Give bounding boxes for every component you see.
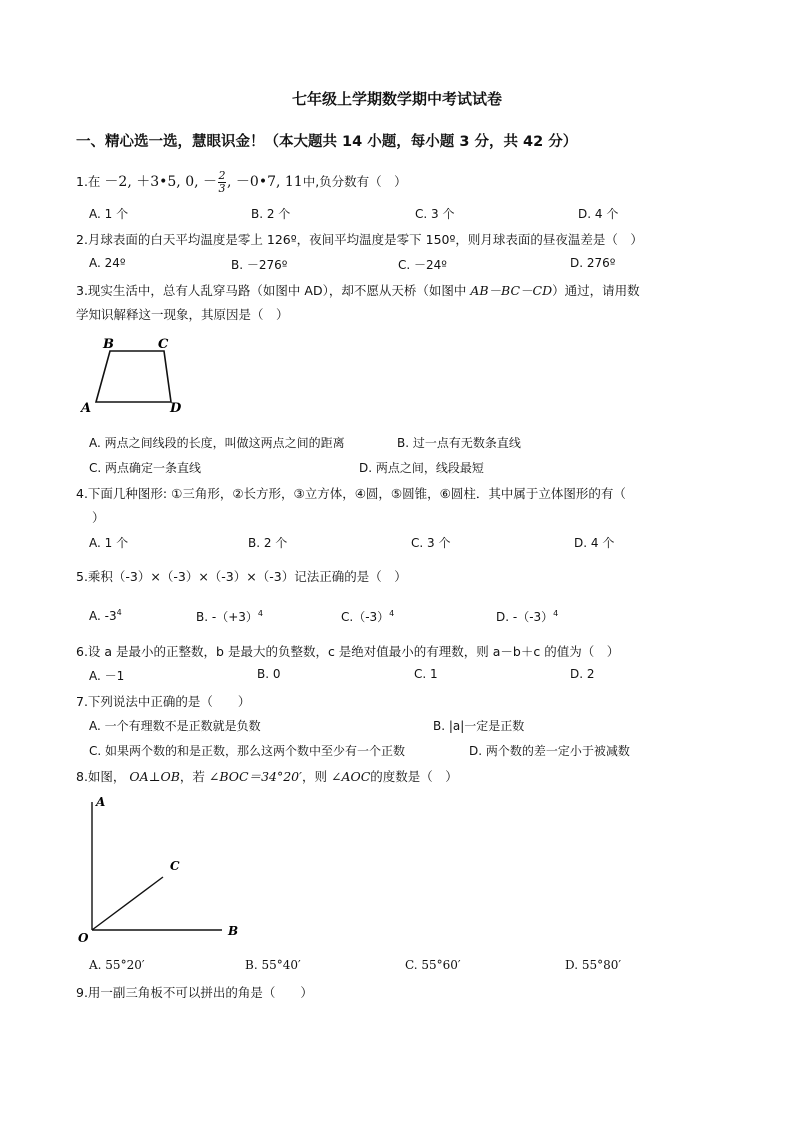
q8-option-d[interactable] — [565, 958, 621, 972]
q8-suffix: 的度数是（ ） — [370, 769, 458, 784]
q8-option-c-text: C. 55°60′ — [405, 958, 461, 972]
q2-option-a[interactable]: A. 24º — [89, 256, 126, 270]
q6-option-d[interactable]: D. 2 — [570, 667, 595, 681]
q8-perpendicular: OA⊥OB — [129, 769, 180, 784]
label-o: O — [78, 931, 89, 945]
question-8 — [76, 767, 458, 785]
ray-oc — [92, 877, 163, 930]
q4-option-b[interactable]: B. 2 个 — [248, 536, 288, 550]
label-b: B — [103, 337, 114, 352]
q1-frac-den: 3 — [218, 182, 226, 195]
section-heading: 一、精心选一选，慧眼识金！（本大题共 14 小题，每小题 3 分，共 42 分） — [76, 134, 578, 150]
q1-expr-a: －2, ＋3•5, 0, － — [104, 174, 218, 190]
q8-option-a[interactable] — [89, 958, 145, 972]
q8-option-d-text: D. 55°80′ — [565, 958, 622, 972]
question-3-line-2: 学知识解释这一现象，其原因是（ ） — [76, 307, 289, 322]
question-3-line-1 — [76, 281, 640, 299]
q3-option-d[interactable]: D. 两点之间，线段最短 — [359, 461, 484, 475]
q1-option-c[interactable]: C. 3 个 — [415, 207, 455, 221]
label-d: D — [170, 401, 182, 416]
q3-path-math: AB－BC－CD — [470, 283, 553, 298]
q1-option-a[interactable]: A. 1 个 — [89, 207, 129, 221]
q2-option-b[interactable]: B. －276º — [231, 258, 288, 272]
q7-option-a[interactable]: A. 一个有理数不是正数就是负数 — [89, 719, 261, 733]
q8-mid: ，若 — [179, 769, 209, 784]
q1-fraction — [218, 170, 226, 195]
q1-expr-b: , －0•7, 11 — [227, 174, 303, 190]
q3-option-b[interactable]: B. 过一点有无数条直线 — [397, 436, 521, 450]
question-7: 7.下列说法中正确的是（ ） — [76, 694, 251, 709]
q5-option-c[interactable] — [341, 608, 394, 625]
q1-frac-num: 2 — [218, 169, 226, 182]
q7-option-d[interactable]: D. 两个数的差一定小于被减数 — [469, 744, 630, 758]
label-a: A — [81, 401, 92, 416]
q5-c-exp: 4 — [389, 609, 395, 618]
q7-option-c[interactable]: C. 如果两个数的和是正数，那么这两个数中至少有一个正数 — [89, 744, 406, 758]
question-2: 2.月球表面的白天平均温度是零上 126º，夜间平均温度是零下 150º，则月球表面的昼夜温差是（ ） — [76, 232, 643, 247]
q8-angle-figure — [76, 790, 256, 950]
trapezoid-shape — [96, 351, 171, 402]
q5-option-a[interactable] — [89, 608, 122, 623]
q1-prefix: 1.在 — [76, 174, 101, 189]
label-b: B — [228, 924, 239, 938]
q8-angle-boc: ∠BOC＝34°20′ — [208, 769, 302, 784]
q8-option-b[interactable] — [245, 958, 301, 972]
q3-trapezoid-figure — [76, 332, 196, 420]
q8-option-c[interactable] — [405, 958, 461, 972]
q1-option-b[interactable]: B. 2 个 — [251, 207, 291, 221]
q5-d-exp: 4 — [553, 609, 559, 618]
q2-option-d[interactable]: D. 276º — [570, 256, 616, 270]
q8-option-b-text: B. 55°40′ — [245, 958, 301, 972]
q4-option-a[interactable]: A. 1 个 — [89, 536, 129, 550]
q5-b-exp: 4 — [257, 609, 263, 618]
q8-option-a-text: A. 55°20′ — [89, 958, 145, 972]
question-4-line-2: ） — [92, 510, 105, 525]
question-9: 9.用一副三角板不可以拼出的角是（ ） — [76, 985, 313, 1000]
q3-option-a[interactable]: A. 两点之间线段的长度，叫做这两点之间的距离 — [89, 436, 345, 450]
q8-prefix: 8.如图， — [76, 769, 126, 784]
q6-option-c[interactable]: C. 1 — [414, 667, 438, 681]
q3-line1-text-a: 3.现实生活中，总有人乱穿马路（如图中 AD），却不愿从天桥（如图中 — [76, 283, 471, 298]
q3-option-c[interactable]: C. 两点确定一条直线 — [89, 461, 202, 475]
q5-option-b[interactable] — [196, 608, 263, 625]
q4-option-d[interactable]: D. 4 个 — [574, 536, 615, 550]
q5-option-d[interactable] — [496, 608, 558, 625]
q7-option-b[interactable]: B. |a|一定是正数 — [433, 719, 525, 733]
question-4-line-1: 4.下面几种图形: ①三角形，②长方形，③立方体，④圆，⑤圆锥，⑥圆柱．其中属于立体图形的有（ — [76, 486, 626, 501]
q5-c-base: C.（-3） — [341, 610, 390, 624]
q1-option-d[interactable]: D. 4 个 — [578, 207, 619, 221]
label-a: A — [96, 795, 106, 809]
q6-option-a[interactable]: A. －1 — [89, 669, 125, 683]
q8-angle-aoc: ∠AOC — [330, 769, 371, 784]
q5-d-base: D. -（-3） — [496, 610, 554, 624]
q2-option-c[interactable]: C. －24º — [398, 258, 447, 272]
label-c: C — [158, 337, 169, 352]
q4-option-c[interactable]: C. 3 个 — [411, 536, 451, 550]
question-5: 5.乘积（-3）×（-3）×（-3）×（-3）记法正确的是（ ） — [76, 569, 407, 584]
q3-line1-text-b: ）通过，请用数 — [552, 283, 640, 298]
page-title: 七年级上学期数学期中考试试卷 — [291, 90, 502, 108]
q8-mid2: ，则 — [301, 769, 331, 784]
q5-a-exp: 4 — [116, 608, 122, 617]
q5-b-base: B. -（+3） — [196, 610, 258, 624]
question-6: 6.设 a 是最小的正整数，b 是最大的负整数，c 是绝对值最小的有理数，则 a－b＋c 的值为（ ） — [76, 644, 620, 659]
q5-a-base: A. -3 — [89, 609, 117, 623]
q6-option-b[interactable]: B. 0 — [257, 667, 281, 681]
label-c: C — [170, 859, 180, 873]
question-1 — [76, 170, 407, 195]
q1-suffix: 中,负分数有（ ） — [302, 174, 407, 189]
